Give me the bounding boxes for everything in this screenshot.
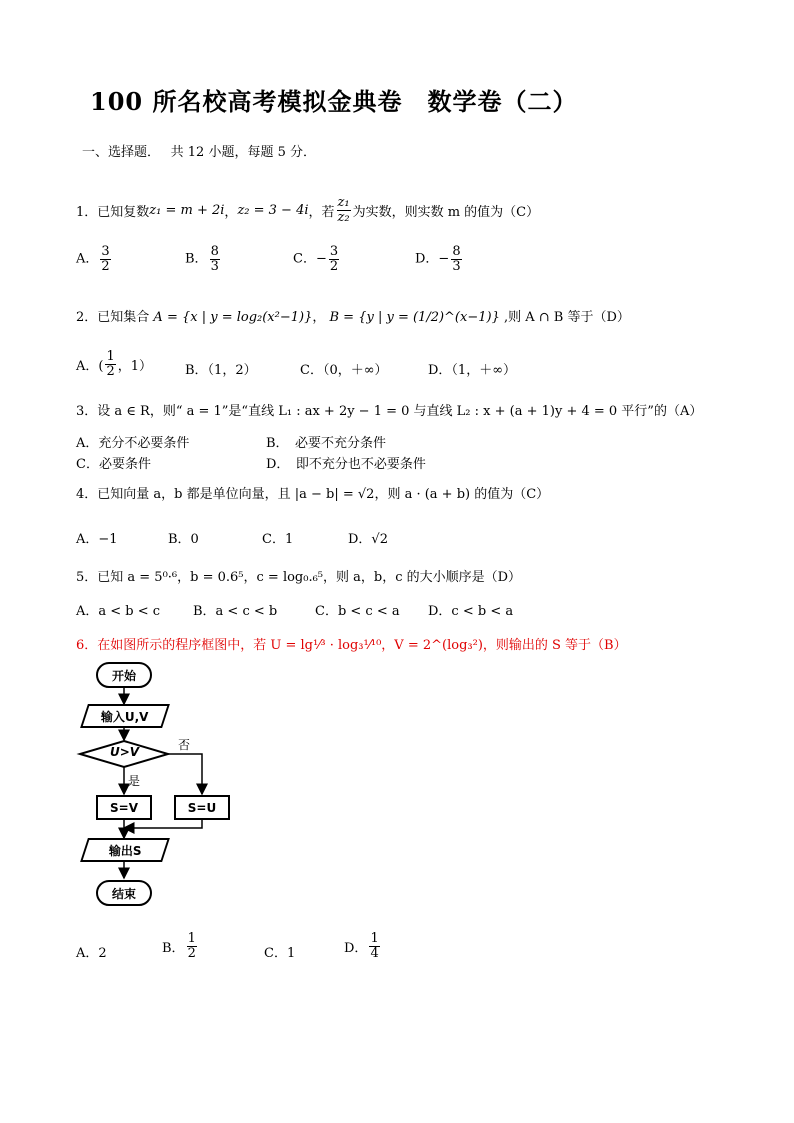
flowchart-condition: U>V	[110, 745, 140, 759]
flowchart-output: 输出S	[80, 838, 170, 862]
q4-option-a: A．−1	[76, 532, 118, 547]
flowchart-assign-no: S=U	[174, 795, 230, 820]
q5-option-d: D．c < b < a	[428, 604, 514, 619]
question-3: 3．设 a ∈ R，则“ a = 1”是“直线 L₁ : ax + 2y − 1 = 0 与直线 L₂ : x + (a + 1)y + 4 = 0 平行”的（A）	[76, 404, 703, 419]
q2-option-b: B．（1，2）	[185, 363, 257, 378]
q2-set-b: B = {y | y = (1/2)^(x−1)}	[329, 310, 500, 325]
q1-z1: z₁ = m + 2i	[149, 202, 225, 218]
q5-option-c: C．b < c < a	[315, 604, 400, 619]
q3-option-a: A．充分不必要条件	[76, 436, 190, 451]
flowchart-end: 结束	[96, 880, 152, 906]
flowchart-yes-label: 是	[128, 774, 141, 788]
flowchart-no-label: 否	[178, 738, 191, 752]
question-6: 6．在如图所示的程序框图中，若 U = lg¹⁄³ · log₃¹⁄¹⁰，V = 2^(log₃²)，则输出的 S 等于（B）	[76, 638, 627, 653]
q6-option-d: D． $\frac{1}{4}$	[344, 931, 379, 961]
flowchart-start: 开始	[96, 662, 152, 688]
q1-if: ，若	[308, 204, 335, 220]
section-heading: 一、选择题． 共 12 小题，每题 5 分．	[82, 145, 316, 160]
q1-option-d: D．− $\frac{8}{3}$	[415, 244, 461, 274]
q2-option-a: A．( $\frac{1}{2}$ ，1）	[76, 349, 153, 379]
q1-z2: z₂ = 3 − 4i	[237, 202, 309, 218]
q2-option-d: D．（1，＋∞）	[428, 363, 517, 378]
flowchart-input: 输入U,V	[80, 704, 170, 728]
q4-option-c: C．1	[262, 532, 294, 547]
q4-option-d: D．√2	[348, 532, 388, 547]
question-4: 4．已知向量 a，b 都是单位向量，且 |a − b| = √2，则 a · (a + b) 的值为（C）	[76, 487, 550, 502]
q5-option-b: B．a < c < b	[193, 604, 278, 619]
q1-option-c: C．− $\frac{3}{2}$	[293, 244, 339, 274]
q3-option-c: C．必要条件	[76, 457, 151, 472]
q2-set-a: A = {x | y = log₂(x²−1)}	[153, 310, 313, 325]
q6-option-b: B． $\frac{1}{2}$	[162, 931, 196, 961]
q5-option-a: A．a < b < c	[76, 604, 161, 619]
q1-fraction: $\frac{\text{z₁}}{\text{z₂}}$	[337, 195, 350, 225]
q1-option-a: A． $\frac{3}{2}$	[76, 244, 110, 274]
q6-option-c: C．1	[264, 946, 296, 961]
question-1: 1．已知复数 z₁ = m + 2i ， z₂ = 3 − 4i ，若 $\frac{\text{z₁}}{\text{z₂}}$ 为实数，则实数 m 的值为（C）	[76, 195, 540, 225]
question-5: 5．已知 a = 5⁰·⁶，b = 0.6⁵，c = log₀.₆⁵，则 a，b，c 的大小顺序是（D）	[76, 570, 522, 585]
flowchart-assign-yes: S=V	[96, 795, 152, 820]
question-2: 2．已知集合 A = {x | y = log₂(x²−1)}， B = {y | y = (1/2)^(x−1)} ,则 A ∩ B 等于（D）	[76, 310, 630, 325]
q4-option-b: B．0	[168, 532, 199, 547]
q1-suffix: 为实数，则实数 m 的值为（C）	[352, 204, 540, 220]
q2-option-c: C．（0，＋∞）	[300, 363, 388, 378]
q3-option-d: D． 即不充分也不必要条件	[266, 457, 426, 472]
q6-option-a: A．2	[76, 946, 107, 961]
q3-option-b: B． 必要不充分条件	[266, 436, 387, 451]
q1-prefix: 1．已知复数	[76, 204, 150, 220]
flowchart-connectors	[70, 658, 270, 918]
q1-option-b: B． $\frac{8}{3}$	[185, 244, 219, 274]
page-title: 100 所名校高考模拟金典卷 数学卷（二）	[90, 87, 578, 116]
